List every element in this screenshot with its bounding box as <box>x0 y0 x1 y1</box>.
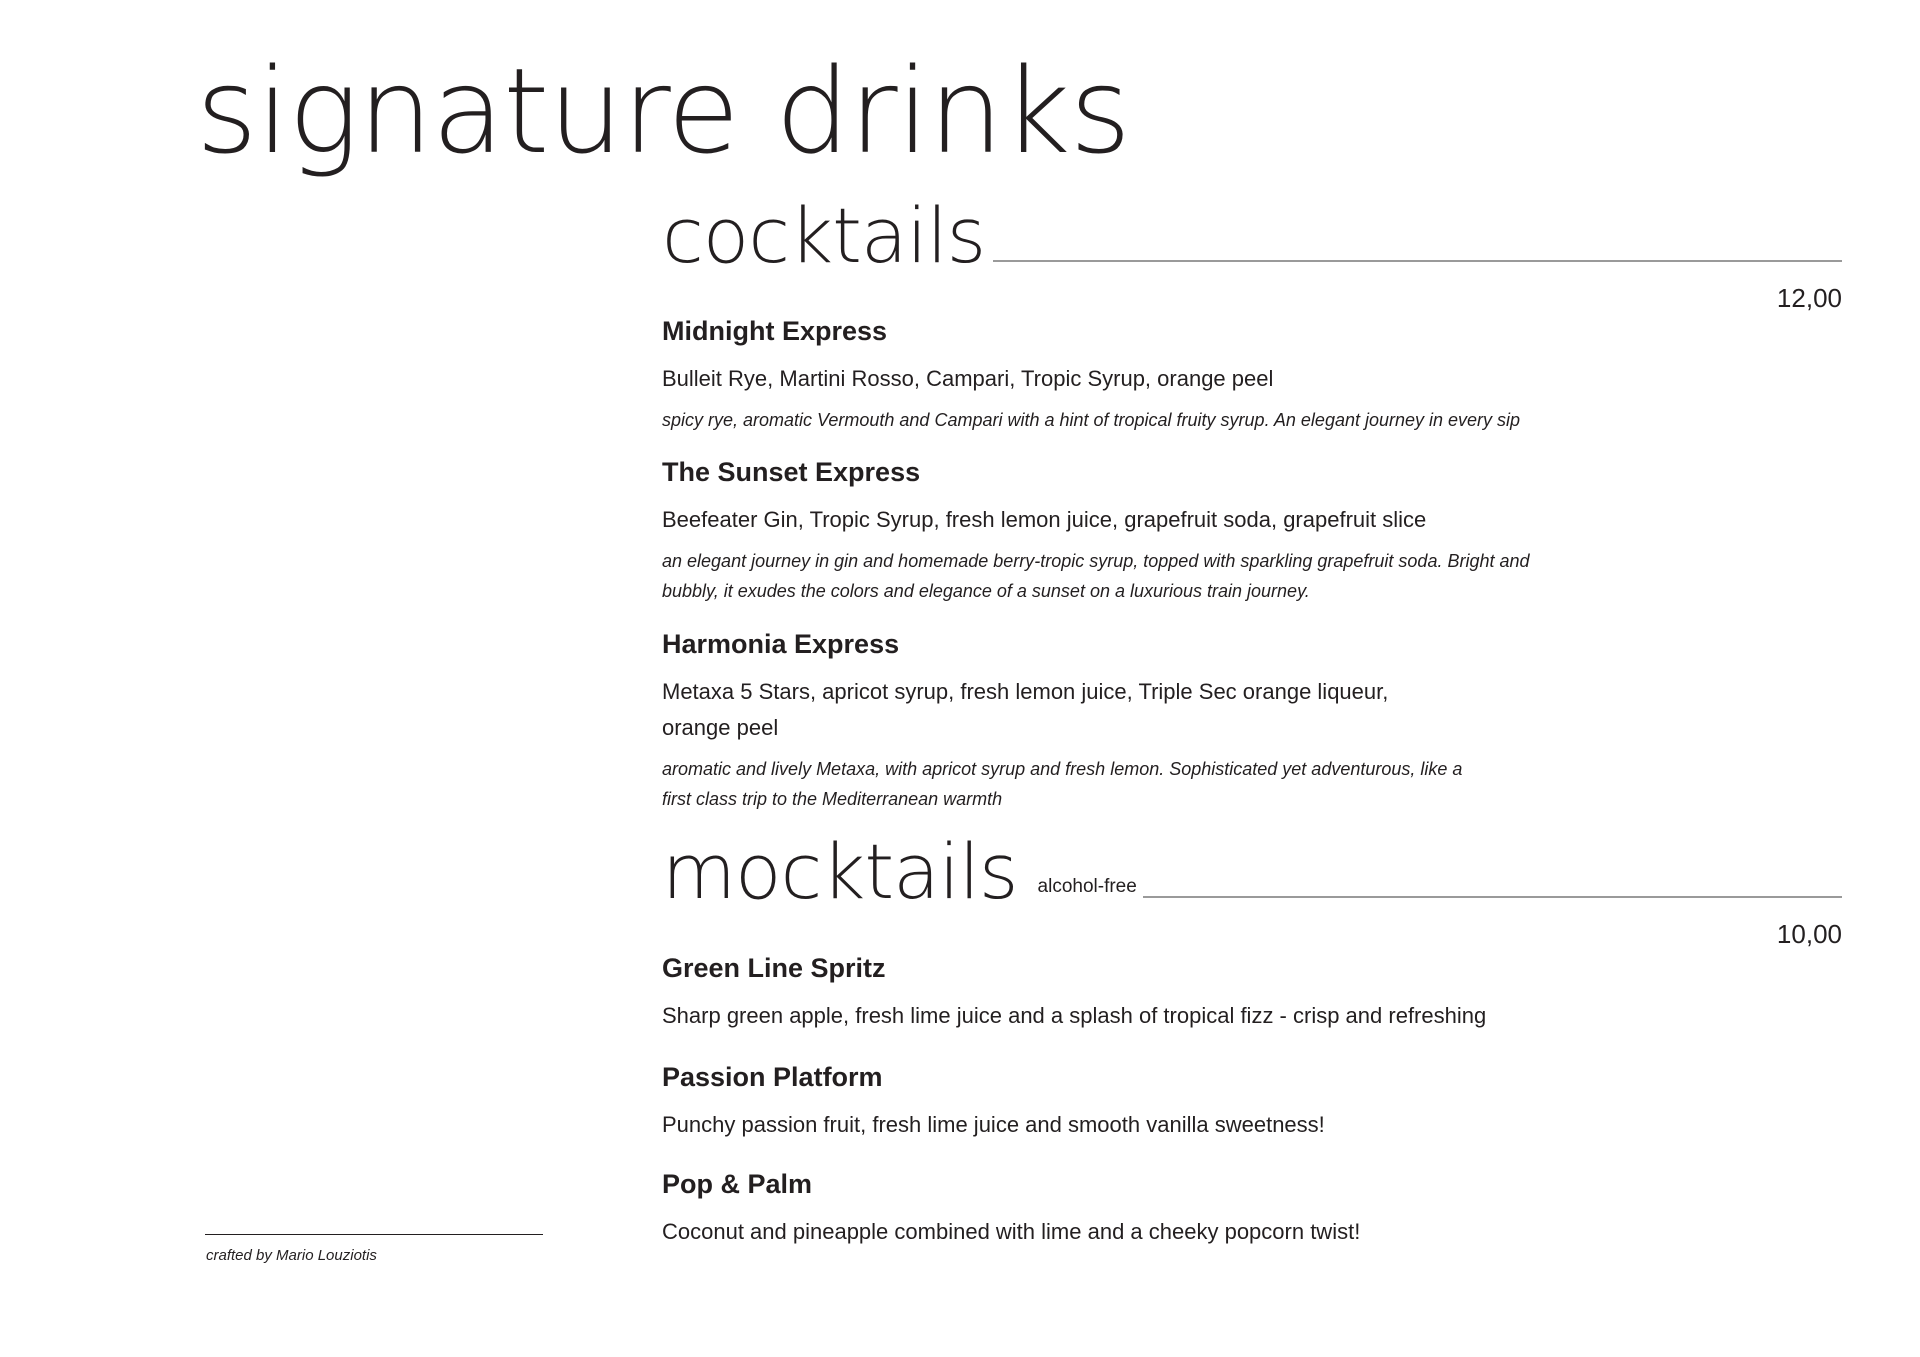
item-ingredients: Punchy passion fruit, fresh lime juice and smooth vanilla sweetness! <box>662 1112 1325 1138</box>
credit-divider <box>205 1234 543 1235</box>
cocktails-title: cocktails <box>662 191 986 280</box>
mocktails-section-header <box>662 827 1842 916</box>
cocktails-section-header <box>662 191 1842 280</box>
item-ingredients: Sharp green apple, fresh lime juice and a splash of tropical fizz - crisp and refreshing <box>662 1003 1487 1029</box>
item-ingredients: Beefeater Gin, Tropic Syrup, fresh lemon juice, grapefruit soda, grapefruit slice <box>662 507 1427 533</box>
mocktails-subtitle: alcohol-free <box>1037 876 1137 897</box>
cocktails-divider <box>993 260 1842 262</box>
menu-item-sunset-express <box>662 456 1862 606</box>
mocktails-price: 10,00 <box>1776 919 1842 949</box>
mocktails-divider <box>1143 896 1842 898</box>
item-ingredients: Metaxa 5 Stars, apricot syrup, fresh lemon juice, Triple Sec orange liqueur, orange peel <box>662 679 1389 741</box>
item-name: Pop & Palm <box>662 1169 813 1199</box>
item-name: Harmonia Express <box>662 629 900 659</box>
mocktails-title: mocktails <box>662 827 1018 916</box>
menu-item-green-line-spritz <box>662 952 1862 1042</box>
item-name: The Sunset Express <box>662 457 921 487</box>
item-ingredients: Bulleit Rye, Martini Rosso, Campari, Tropic Syrup, orange peel <box>662 366 1274 392</box>
item-name: Green Line Spritz <box>662 953 886 983</box>
menu-item-midnight-express <box>662 315 1862 435</box>
cocktails-price: 12,00 <box>1776 283 1842 313</box>
menu-item-pop-and-palm <box>662 1168 1862 1258</box>
item-description: spicy rye, aromatic Vermouth and Campari with a hint of tropical fruity syrup. An elegant journey in every sip <box>662 410 1521 431</box>
menu-item-passion-platform <box>662 1061 1862 1151</box>
item-description: an elegant journey in gin and homemade berry-tropic syrup, topped with sparkling grapefruit soda. Bright and bubbly, it exudes the colors and elegance of a sunset on a luxurious train journey. <box>662 551 1530 602</box>
item-name: Midnight Express <box>662 316 888 346</box>
item-description: aromatic and lively Metaxa, with apricot syrup and fresh lemon. Sophisticated yet adventurous, like a first class trip to the Mediterranean warmth <box>662 759 1463 810</box>
page-title: signature drinks <box>196 42 1131 180</box>
menu-item-harmonia-express <box>662 628 1862 814</box>
item-name: Passion Platform <box>662 1062 883 1092</box>
credit-text: crafted by Mario Louziotis <box>206 1247 377 1264</box>
item-ingredients: Coconut and pineapple combined with lime and a cheeky popcorn twist! <box>662 1219 1361 1245</box>
